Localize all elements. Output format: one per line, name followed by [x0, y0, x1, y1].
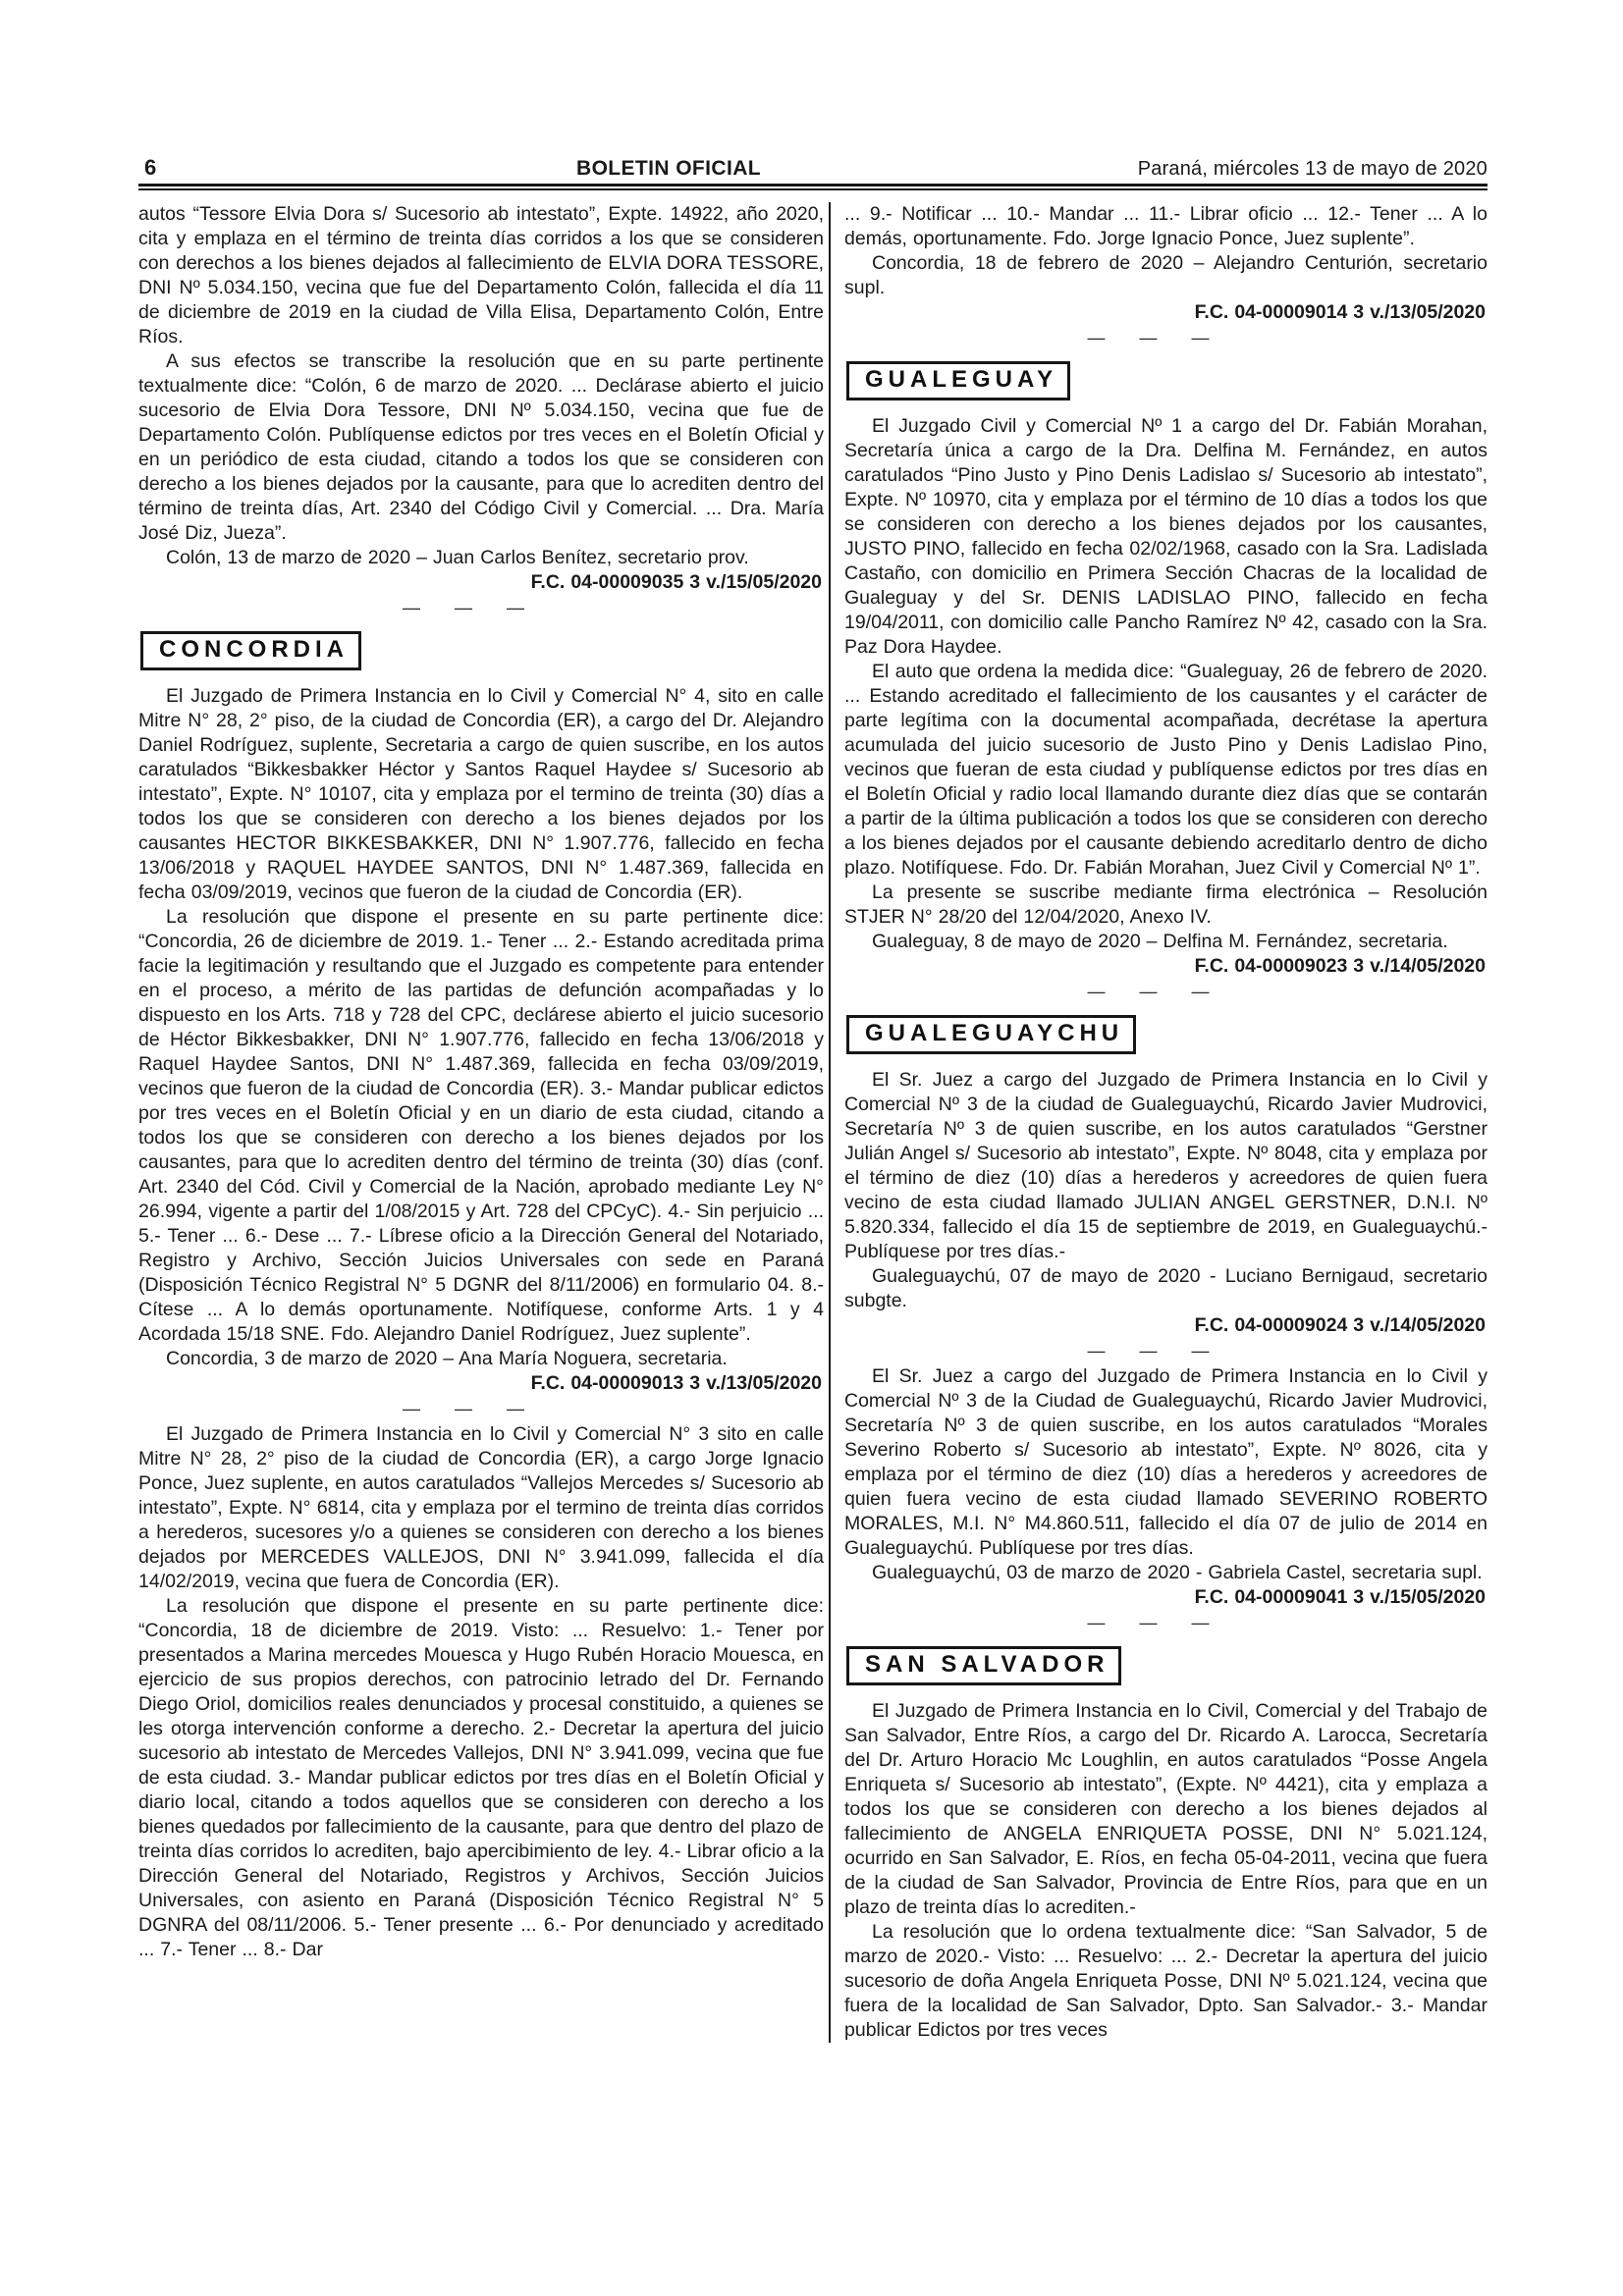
gazette-title: BOLETIN OFICIAL — [576, 157, 761, 180]
notice-paragraph: El Juzgado Civil y Comercial Nº 1 a cargo del Dr. Fabián Morahan, Secretaría única a cargo de la Dra. Delfina M. Fernández, en autos caratulados “Pino Justo y Pino Denis Ladislao s/ Sucesorio ab intestato”, Expte. Nº 10970, cita y emplaza por el término de 10 días a todos los que se consideren con derecho a los bienes dejados por los causantes, JUSTO PINO, fallecido en fecha 02/02/1968, casado con la Sra. Ladislada Castaño, con domicilio en Primera Sección Chacras de la localidad de Gualeguay y del Sr. DENIS LADISLAO PINO, fallecido en fecha 19/04/2011, con domicilio calle Pancho Ramírez Nº 42, casado con la Sra. Paz Dora Haydee. — [844, 415, 1488, 658]
notice-paragraph: La presente se suscribe mediante firma electrónica – Resolución STJER N° 28/20 del 12/04/2020, Anexo IV. — [844, 881, 1488, 928]
edition-date: Paraná, miércoles 13 de mayo de 2020 — [1137, 158, 1488, 180]
masthead — [138, 155, 1488, 181]
notice-paragraph: Gualeguay, 8 de mayo de 2020 – Delfina M. Fernández, secretaria. — [872, 931, 1448, 952]
fc-reference-line: F.C. 04-00009014 3 v./13/05/2020 — [1194, 301, 1486, 323]
content-columns — [138, 202, 1488, 2043]
section-heading-gualeguay: GUALEGUAY — [846, 361, 1070, 400]
notice-paragraph: El auto que ordena la medida dice: “Gualeguay, 26 de febrero de 2020. ... Estando acreditado el fallecimiento de los causantes y el carácter de parte legítima con la documental acompañada, decrétase la apertura acumulada del juicio sucesorio de Justo Pino y Denis Ladislao Pino, vecinos que fueran de esta ciudad y publíquense edictos por tres días en el Boletín Oficial y radio local llamando durante diez días que se contarán a partir de la última publicación a todos los que se consideren con derecho a los bienes dejados por el causante debiendo acreditarlo dentro de dicho plazo. Notifíquese. Fdo. Dr. Fabián Morahan, Juez Civil y Comercial Nº 1”. — [844, 661, 1488, 879]
notice-paragraph: La resolución que dispone el presente en su parte pertinente dice: “Concordia, 18 de diciembre de 2019. Visto: ... Resuelvo: 1.- Tener por presentados a Marina mercedes Mouesca y Hugo Rubén Horacio Mouesca, en ejercicio de sus propios derechos, con patrocinio letrado del Dr. Fernando Diego Oriol, domicilios reales denunciados y procesal constituido, a quienes se les otorga intervención conforme a derecho. 2.- Decretar la apertura del juicio sucesorio ab intestato de Mercedes Vallejos, DNI N° 3.941.099, vecina que fue de esta ciudad. 3.- Mandar publicar edictos por tres días en el Boletín Oficial y diario local, citando a todos aquellos que se consideren con derecho a los bienes quedados por fallecimiento de la causante, para que dentro del plazo de treinta días corridos lo acrediten, bajo apercibimiento de ley. 4.- Librar oficio a la Dirección General del Notariado, Registros y Archivos, Sección Juicios Universales, con asiento en Paraná (Disposición Técnico Registral N° 5 DGNRA del 08/11/2006. 5.- Tener presente ... 6.- Por denunciado y acreditado ... 7.- Tener ... 8.- Dar — [138, 1595, 824, 1960]
notice-separator: — — — — [402, 598, 524, 617]
fc-reference-line: F.C. 04-00009035 3 v./15/05/2020 — [530, 571, 822, 593]
notice-paragraph: Gualeguaychú, 03 de marzo de 2020 - Gabriela Castel, secretaria supl. — [872, 1562, 1483, 1583]
section-heading-gualeguaychu: GUALEGUAYCHU — [846, 1015, 1136, 1054]
section-heading-concordia: CONCORDIA — [140, 631, 361, 670]
notice-paragraph: Colón, 13 de marzo de 2020 – Juan Carlos Benítez, secretario prov. — [166, 547, 749, 568]
notice-paragraph: La resolución que lo ordena textualmente dice: “San Salvador, 5 de marzo de 2020.- Visto: ... Resuelvo: ... 2.- Decretar la apertura del juicio sucesorio de doña Angela Enriqueta Posse, DNI Nº 5.021.124, vecina que fuera de la localidad de San Salvador, Dpto. San Salvador.- 3.- Mandar publicar Edictos por tres veces — [844, 1921, 1488, 2041]
left-column — [138, 202, 824, 2043]
notice-paragraph: ... 9.- Notificar ... 10.- Mandar ... 11.- Librar oficio ... 12.- Tener ... A lo demás, oportunamente. Fdo. Jorge Ignacio Ponce, Juez suplente”. — [844, 203, 1488, 249]
notice-paragraph: autos “Tessore Elvia Dora s/ Sucesorio ab intestato”, Expte. 14922, año 2020, cita y emplaza en el término de treinta días corridos a los que se consideren con derechos a los bienes dejados al fallecimiento de ELVIA DORA TESSORE, DNI Nº 5.034.150, vecina que fue del Departamento Colón, fallecida el día 11 de diciembre de 2019 en la ciudad de Villa Elisa, Departamento Colón, Entre Ríos. — [138, 203, 824, 347]
notice-paragraph: El Juzgado de Primera Instancia en lo Civil y Comercial N° 4, sito en calle Mitre N° 28, 2° piso, de la ciudad de Concordia (ER), a cargo del Dr. Alejandro Daniel Rodríguez, suplente, Secretaria a cargo de quien suscribe, en los autos caratulados “Bikkesbakker Héctor y Santos Raquel Haydee s/ Sucesorio ab intestato”, Expte. N° 10107, cita y emplaza por el termino de treinta (30) días a todos los que se consideren con derecho a los bienes dejados por los causantes HECTOR BIKKESBAKKER, DNI N° 1.907.776, fallecido en fecha 13/06/2018 y RAQUEL HAYDEE SANTOS, DNI N° 1.487.369, fallecida en fecha 03/09/2019, vecinos que fueron de la ciudad de Concordia (ER). — [138, 685, 824, 903]
notice-paragraph: Gualeguaychú, 07 de mayo de 2020 - Luciano Bernigaud, secretario subgte. — [844, 1265, 1488, 1311]
masthead-rule — [138, 184, 1488, 190]
notice-separator: — — — — [402, 1399, 524, 1418]
fc-reference-line: F.C. 04-00009013 3 v./13/05/2020 — [530, 1372, 822, 1394]
page-number: 6 — [144, 155, 157, 180]
notice-separator: — — — — [1087, 982, 1210, 1001]
notice-paragraph: A sus efectos se transcribe la resolución que en su parte pertinente textualmente dice: “Colón, 6 de marzo de 2020. ... Declárase abierto el juicio sucesorio de Elvia Dora Tessore, DNI Nº 5.034.150, vecina que fue de Departamento Colón. Publíquense edictos por tres veces en el Boletín Oficial y en un periódico de esta ciudad, citando a todos los que se consideren con derecho a los bienes dejados por la causante, para que lo acrediten dentro del término de treinta días, Art. 2340 del Código Civil y Comercial. ... Dra. María José Diz, Jueza”. — [138, 350, 824, 544]
notice-paragraph: Concordia, 18 de febrero de 2020 – Alejandro Centurión, secretario supl. — [844, 252, 1488, 298]
right-column — [844, 202, 1488, 2043]
section-heading-row — [844, 1015, 1488, 1054]
notice-paragraph: El Sr. Juez a cargo del Juzgado de Primera Instancia en lo Civil y Comercial Nº 3 de la Ciudad de Gualeguaychú, Ricardo Javier Mudrovici, Secretaría Nº 3 de quien suscribe, en los autos caratulados “Morales Severino Roberto s/ Sucesorio ab intestato”, Expte. Nº 8026, cita y emplaza por el término de diez (10) días a herederos y acreedores de quien fuera vecino de esta ciudad llamado SEVERINO ROBERTO MORALES, M.I. N° M4.860.511, fallecido el día 07 de julio de 2014 en Gualeguaychú. Publíquese por tres días. — [844, 1365, 1488, 1559]
section-heading-row — [844, 1646, 1488, 1685]
notice-paragraph: El Sr. Juez a cargo del Juzgado de Primera Instancia en lo Civil y Comercial Nº 3 de la ciudad de Gualeguaychú, Ricardo Javier Mudrovici, Secretaría Nº 3 de quien suscribe, en los autos caratulados “Gerstner Julián Angel s/ Sucesorio ab intestato”, Expte. Nº 8048, cita y emplaza por el término de diez (10) días a herederos y acreedores de quien fuera vecino de esta ciudad llamado JULIAN ANGEL GERSTNER, D.N.I. Nº 5.820.334, fallecido el día 15 de septiembre de 2019, en Gualeguaychú.- Publíquese por tres días.- — [844, 1069, 1488, 1262]
notice-paragraph: El Juzgado de Primera Instancia en lo Civil, Comercial y del Trabajo de San Salvador, Entre Ríos, a cargo del Dr. Ricardo A. Larocca, Secretaría del Dr. Arturo Horacio Mc Loughlin, en autos caratulados “Posse Angela Enriqueta s/ Sucesorio ab intestato”, (Expte. Nº 4421), cita y emplaza a todos los que se consideren con derecho a los bienes dejados al fallecimiento de ANGELA ENRIQUETA POSSE, DNI N° 5.021.124, ocurrido en San Salvador, E. Ríos, en fecha 05-04-2011, vecina que fuera de la ciudad de San Salvador, Provincia de Entre Ríos, para que en un plazo de treinta días lo acrediten.- — [844, 1700, 1488, 1918]
column-divider — [829, 202, 831, 2043]
notice-paragraph: El Juzgado de Primera Instancia en lo Civil y Comercial N° 3 sito en calle Mitre N° 28, 2° piso de la ciudad de Concordia (ER), a cargo Jorge Ignacio Ponce, Juez suplente, en autos caratulados “Vallejos Mercedes s/ Sucesorio ab intestato”, Expte. N° 6814, cita y emplaza por el termino de treinta días corridos a herederos, sucesores y/o a quienes se consideren con derecho a los bienes dejados por MERCEDES VALLEJOS, DNI N° 3.941.099, fallecida el día 14/02/2019, vecina que fuera de Concordia (ER). — [138, 1423, 824, 1592]
fc-reference-line: F.C. 04-00009023 3 v./14/05/2020 — [1194, 955, 1486, 977]
notice-separator: — — — — [1087, 328, 1210, 347]
notice-separator: — — — — [1087, 1613, 1210, 1632]
fc-reference-line: F.C. 04-00009024 3 v./14/05/2020 — [1194, 1314, 1486, 1336]
section-heading-row — [844, 361, 1488, 400]
notice-paragraph: Concordia, 3 de marzo de 2020 – Ana María Noguera, secretaria. — [166, 1348, 728, 1369]
section-heading-san-salvador: SAN SALVADOR — [846, 1646, 1121, 1685]
notice-separator: — — — — [1087, 1341, 1210, 1361]
section-heading-row — [138, 631, 824, 670]
notice-paragraph: La resolución que dispone el presente en su parte pertinente dice: “Concordia, 26 de diciembre de 2019. 1.- Tener ... 2.- Estando acreditada prima facie la legitimación y resultando que el Juzgado es competente para entender en el proceso, a mérito de las partidas de defunción acompañadas y lo dispuesto en los Arts. 718 y 728 del CPC, declárese abierto el juicio sucesorio de Héctor Bikkesbakker, DNI N° 1.907.776, fallecido en fecha 13/06/2018 y Raquel Haydee Santos, DNI N° 1.487.369, fallecida en fecha 03/09/2019, vecinos que fueron de la ciudad de Concordia (ER). 3.- Mandar publicar edictos por tres veces en el Boletín Oficial y en un diario de esta ciudad, citando a todos los que se consideren con derecho a los bienes dejados por los causantes, para que lo acrediten dentro del término de treinta (30) días (conf. Art. 2340 del Cód. Civil y Comercial de la Nación, aprobado mediante Ley N° 26.994, vigente a partir del 1/08/2015 y Art. 728 del CPCyC). 4.- Sin perjuicio ... 5.- Tener ... 6.- Dese ... 7.- Líbrese oficio a la Dirección General del Notariado, Registro y Archivo, Sección Juicios Universales con sede en Paraná (Disposición Técnico Registral N° 5 DGNR del 8/11/2006) en formulario 04. 8.- Cítese ... A lo demás oportunamente. Notifíquese, conforme Arts. 1 y 4 Acordada 15/18 SNE. Fdo. Alejandro Daniel Rodríguez, Juez suplente”. — [138, 906, 824, 1345]
fc-reference-line: F.C. 04-00009041 3 v./15/05/2020 — [1194, 1586, 1486, 1608]
